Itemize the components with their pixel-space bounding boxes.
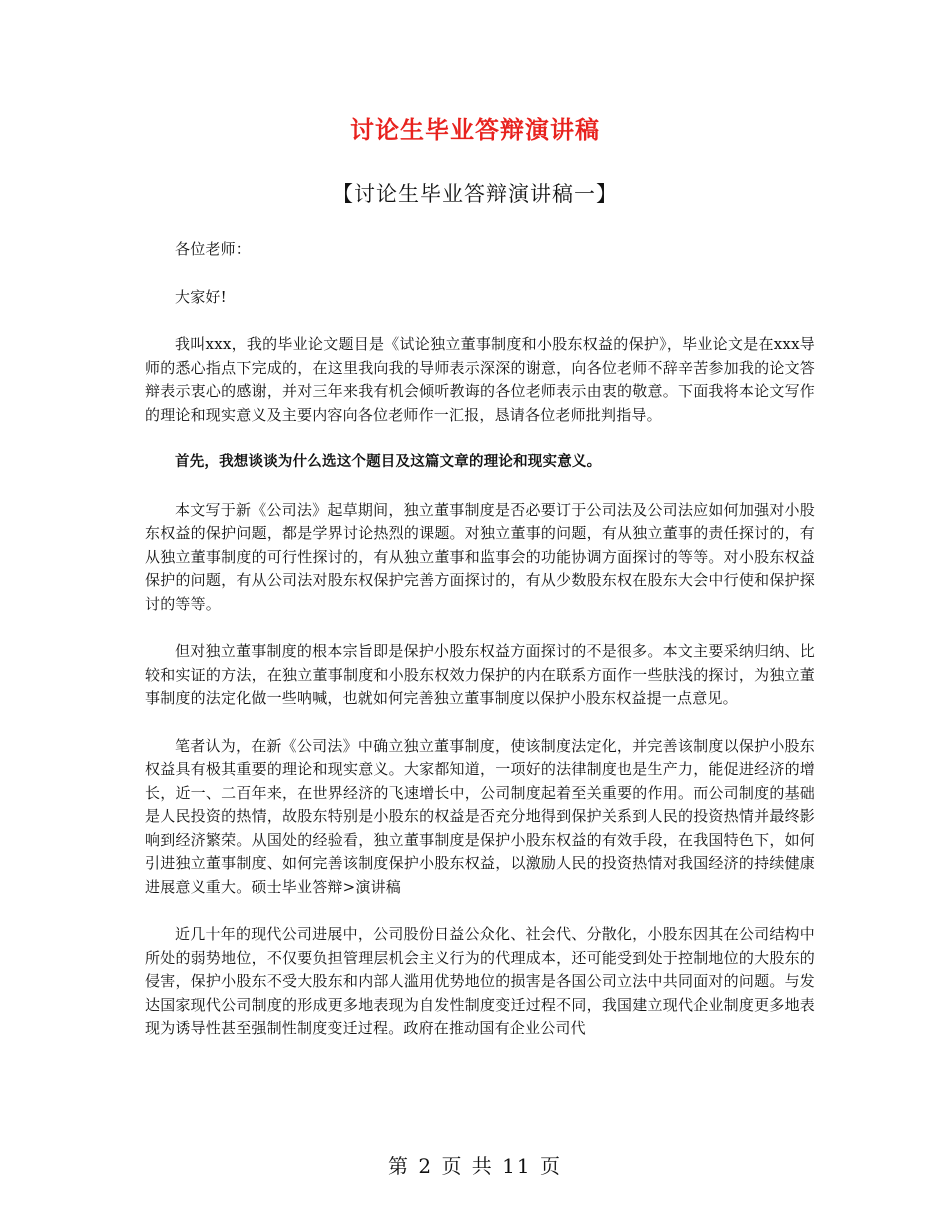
document-title: 讨论生毕业答辩演讲稿	[350, 116, 600, 144]
body-paragraph: 笔者认为，在新《公司法》中确立独立董事制度，使该制度法定化，并完善该制度以保护小股东权益具有极其重要的理论和现实意义。大家都知道，一项好的法律制度也是生产力，能促进经济的增长，近一、二百年来，在世界经济的飞速增长中，公司制度起着至关重要的作用。而公司制度的基础是人民投资的热情，故股东特别是小股东的权益是否充分地得到保护关系到人民的投资热情并最终影响到经济繁荣。从国处的经验看，独立董事制度是保护小股东权益的有效手段，在我国特色下，如何引进独立董事制度、如何完善该制度保护小股东权益，以激励人民的投资热情对我国经济的持续健康进展意义重大。硕士毕业答辩>演讲稿	[145, 736, 815, 896]
body-paragraph: 但对独立董事制度的根本宗旨即是保护小股东权益方面探讨的不是很多。本文主要采纳归纳、比较和实证的方法，在独立董事制度和小股东权效力保护的内在联系方面作一些肤浅的探讨，为独立董事制度的法定化做一些呐喊，也就如何完善独立董事制度以保护小股东权益提一点意见。	[145, 642, 815, 707]
body-paragraph: 本文写于新《公司法》起草期间，独立董事制度是否必要订于公司法及公司法应如何加强对小股东权益的保护问题，都是学界讨论热烈的课题。对独立董事的问题，有从独立董事的责任探讨的，有从独立董事制度的可行性探讨的，有从独立董事和监事会的功能协调方面探讨的等等。对小股东权益保护的问题，有从公司法对股东权保护完善方面探讨的，有从少数股东权在股东大会中行使和保护探讨的等等。	[145, 500, 815, 613]
section-heading: 首先，我想谈谈为什么选这个题目及这篇文章的理论和现实意义。	[175, 454, 602, 470]
salutation: 各位老师：	[175, 240, 252, 258]
body-paragraph: 我叫xxx，我的毕业论文题目是《试论独立董事制度和小股东权益的保护》，毕业论文是在xxx导师的悉心指点下完成的，在这里我向我的导师表示深深的谢意，向各位老师不辞辛苦参加我的论文答辩表示衷心的感谢，并对三年来我有机会倾听教诲的各位老师表示由衷的敬意。下面我将本论文写作的理论和现实意义及主要内容向各位老师作一汇报，恳请各位老师批判指导。	[145, 335, 815, 424]
document-body	[145, 238, 815, 1065]
page-number-footer: 第 2 页 共 11 页	[388, 1154, 562, 1178]
body-paragraph: 近几十年的现代公司进展中，公司股份日益公众化、社会代、分散化，小股东因其在公司结构中所处的弱势地位，不仅要负担管理层机会主义行为的代理成本，还可能受到处于控制地位的大股东的侵害，保护小股东不受大股东和内部人滥用优势地位的损害是各国公司立法中共同面对的问题。与发达国家现代公司制度的形成更多地表现为自发性制度变迁过程不同，我国建立现代企业制度更多地表现为诱导性甚至强制性制度变迁过程。政府在推动国有企业公司代	[145, 925, 815, 1037]
document-subtitle: 【讨论生毕业答辩演讲稿一】	[332, 182, 618, 206]
greeting: 大家好!	[175, 287, 227, 306]
